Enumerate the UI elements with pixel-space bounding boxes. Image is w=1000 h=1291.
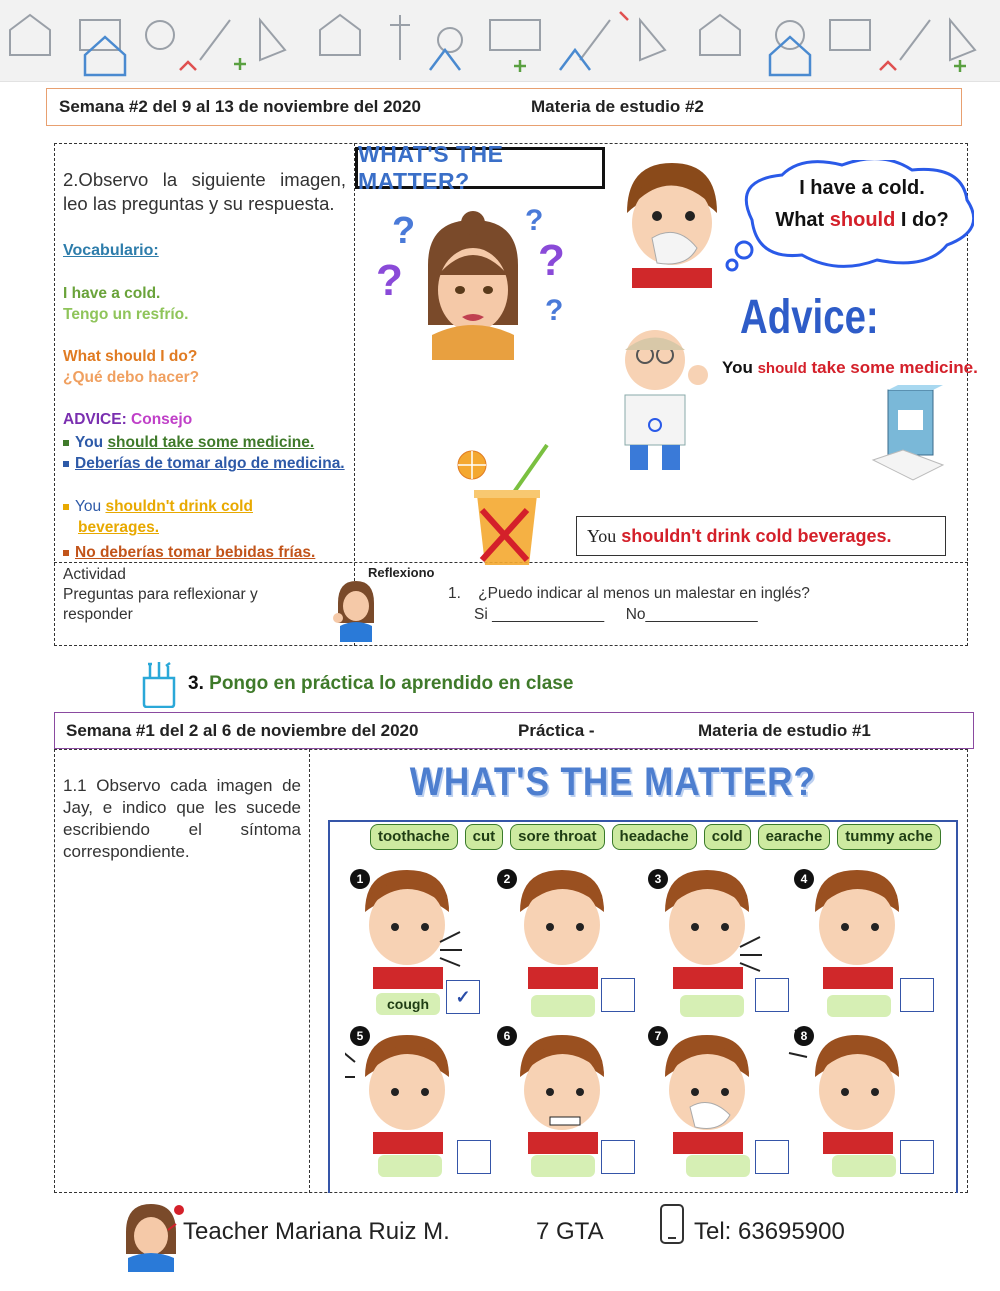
answer-yes: Si _____________ [474,606,605,623]
bubble-text [772,172,952,236]
exercise-divider [309,749,310,1193]
item-number: 8 [794,1026,814,1046]
teacher-avatar [116,1200,188,1272]
jay-cough [365,870,462,989]
pencil-cup-icon [140,660,178,708]
word-chip: headache [612,824,697,850]
item-number: 3 [648,869,668,889]
bullet-2 [63,453,346,474]
item-number: 1 [350,869,370,889]
advice-heading [63,411,192,429]
exercise-title: WHAT'S THE MATTER? [409,760,816,804]
scene-title: WHAT'S THE MATTER? [355,147,605,189]
word-bank [370,824,941,850]
footer-teacher: Teacher Mariana Ruiz M. [183,1218,450,1245]
bubble-line-1: I have a cold. [799,177,925,199]
question-number: 1. [448,585,461,602]
item-number: 7 [648,1026,668,1046]
activity-desc: Preguntas para reflexionar y responder [63,586,258,623]
jay-earache [345,1035,449,1154]
subject-label: Materia de estudio #2 [531,97,704,116]
advice-you: You [722,358,753,377]
advice-should: should [757,360,807,377]
boy-with-cold-illustration [612,158,727,288]
subject-label-2: Materia de estudio #1 [698,720,871,740]
answer-field-5[interactable] [378,1155,442,1177]
phone-icon [659,1203,685,1245]
bullet-2-text: Deberías de tomar algo de medicina. [75,455,345,472]
checkbox-3[interactable] [755,978,789,1012]
svg-text:?: ? [392,210,416,252]
word-chip: earache [758,824,831,850]
advice-es: Consejo [131,411,193,428]
jay-cold [665,1035,749,1154]
activity-title: Actividad [63,566,126,583]
item-number: 5 [350,1026,370,1046]
bullet-4-text: No deberías tomar bebidas frías. [75,544,316,561]
checkbox-1[interactable]: ✓ [446,980,480,1014]
doctor-illustration [610,325,715,475]
week-label-2: Semana #1 del 2 al 6 de noviembre del 2020 [66,720,419,740]
intro-text: 2.Observo la siguiente imagen, leo las preguntas y su respuesta. [63,169,346,214]
week-header-2 [54,712,974,749]
bullet-3 [63,496,283,538]
checkbox-7[interactable] [755,1140,789,1174]
jay-tummy-ache [520,870,604,989]
checkbox-4[interactable] [900,978,934,1012]
advice-title: Advice: [740,291,879,344]
week-header-1 [46,88,962,126]
footer-grade: 7 GTA [536,1218,604,1245]
bullet-4 [63,542,346,563]
dont-rest: shouldn't drink cold beverages. [621,525,892,546]
reflection-label: Reflexiono [368,565,435,580]
svg-text:?: ? [525,204,544,237]
decorative-banner [0,0,1000,82]
question-text: ¿Puedo indicar al menos un malestar en inglés? [478,585,810,602]
vocabulary-label: Vocabulario: [63,242,159,259]
checkbox-8[interactable] [900,1140,934,1174]
word-chip: toothache [370,824,458,850]
bullet-3-you: You [75,498,102,515]
practice-heading [188,673,573,695]
word-chip: cold [704,824,751,850]
bullet-1-rest: should take some medicine. [107,434,315,451]
word-chip: cut [465,824,504,850]
item-number: 4 [794,869,814,889]
vocab-es-2: ¿Qué debo hacer? [63,369,200,386]
advice-label: ADVICE: [63,411,127,428]
answer-field-1: cough [376,993,440,1015]
jay-cut [815,870,899,989]
exercise-instructions: 1.1 Observo cada imagen de Jay, e indico que les sucede escribiendo el síntoma correspondiente. [63,776,301,861]
footer-phone: Tel: 63695900 [694,1218,845,1245]
bubble-line-2 [772,204,952,236]
bullet-1 [63,432,346,453]
jay-headache [789,1030,899,1154]
item-number: 2 [497,869,517,889]
bubble-what: What [775,209,825,231]
answer-field-4[interactable] [827,995,891,1017]
bullet-3-rest: shouldn't drink cold beverages. [78,498,253,536]
week-label: Semana #2 del 9 al 13 de noviembre del 2020 [59,97,421,116]
vocab-en-2: What should I do? [63,348,198,365]
jay-sore-throat [665,870,762,989]
teacher-thinking-avatar [330,578,378,642]
item-number: 6 [497,1026,517,1046]
practice-number: 3. [188,673,204,694]
answer-no: No_____________ [625,606,758,623]
advice-rest: take some medicine. [811,358,978,377]
vocab-es-1: Tengo un resfrío. [63,306,189,323]
svg-text:?: ? [545,294,564,327]
answer-field-6[interactable] [531,1155,595,1177]
mode-label: Práctica - [518,720,595,740]
bullet-1-you: You [75,434,104,451]
checkbox-2[interactable] [601,978,635,1012]
dont-drink-box [576,516,946,556]
reflection-question [448,583,810,625]
bubble-should: should [829,209,896,231]
dont-you: You [587,525,617,546]
section-divider [354,143,355,646]
svg-text:?: ? [538,236,565,285]
checkbox-5[interactable] [457,1140,491,1174]
checkbox-6[interactable] [601,1140,635,1174]
cold-drink-illustration [452,440,562,568]
svg-text:?: ? [376,256,403,305]
activity-block [63,565,303,625]
answer-field-7[interactable] [686,1155,750,1177]
vocab-en-1: I have a cold. [63,285,161,302]
word-chip: sore throat [510,824,604,850]
jay-symptom-illustrations [345,862,955,1182]
answer-field-8[interactable] [832,1155,896,1177]
confused-girl-illustration [370,195,600,365]
jay-toothache [520,1035,604,1154]
word-chip: tummy ache [837,824,941,850]
advice-sentence [722,358,978,378]
practice-title: Pongo en práctica lo aprendido en clase [209,673,574,694]
school-doodle-icons [0,0,1000,82]
medicine-box-illustration [868,385,953,490]
answer-field-2[interactable] [531,995,595,1017]
answer-field-3[interactable] [680,995,744,1017]
bubble-rest: I do? [900,209,949,231]
